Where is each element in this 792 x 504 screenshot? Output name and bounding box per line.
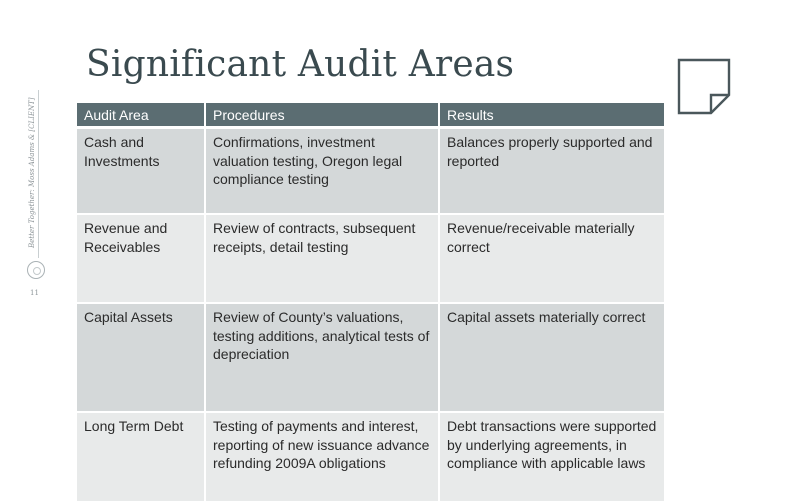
cell-procedures: Confirmations, investment valuation testing, Oregon legal compliance testing: [206, 129, 440, 215]
column-header-audit-area: Audit Area: [77, 103, 206, 129]
cell-procedures: Review of contracts, subsequent receipts, detail testing: [206, 215, 440, 304]
side-divider: [38, 90, 39, 258]
cell-audit-area: Cash and Investments: [77, 129, 206, 215]
circle-logo-icon: [27, 261, 45, 279]
cell-audit-area: Revenue and Receivables: [77, 215, 206, 304]
cell-results: Debt transactions were supported by underlying agreements, in compliance with applicable laws: [440, 413, 664, 503]
table-row: [77, 129, 664, 215]
cell-results: Capital assets materially correct: [440, 304, 664, 413]
cell-procedures: Testing of payments and interest, reporting of new issuance advance refunding 2009A obligations: [206, 413, 440, 503]
cell-procedures: Review of County’s valuations, testing additions, analytical tests of depreciation: [206, 304, 440, 413]
table-row: [77, 304, 664, 413]
column-header-procedures: Procedures: [206, 103, 440, 129]
cell-audit-area: Capital Assets: [77, 304, 206, 413]
side-caption: Better Together: Moss Adams & [CLIENT]: [28, 97, 36, 248]
sticky-note-icon: [676, 57, 732, 115]
cell-results: Balances properly supported and reported: [440, 129, 664, 215]
audit-areas-table: [77, 103, 664, 503]
table-header-row: [77, 103, 664, 129]
table-row: [77, 215, 664, 304]
table-row: [77, 413, 664, 503]
cell-results: Revenue/receivable materially correct: [440, 215, 664, 304]
page-number: 11: [30, 289, 39, 297]
page-title: Significant Audit Areas: [86, 44, 515, 85]
cell-audit-area: Long Term Debt: [77, 413, 206, 503]
column-header-results: Results: [440, 103, 664, 129]
